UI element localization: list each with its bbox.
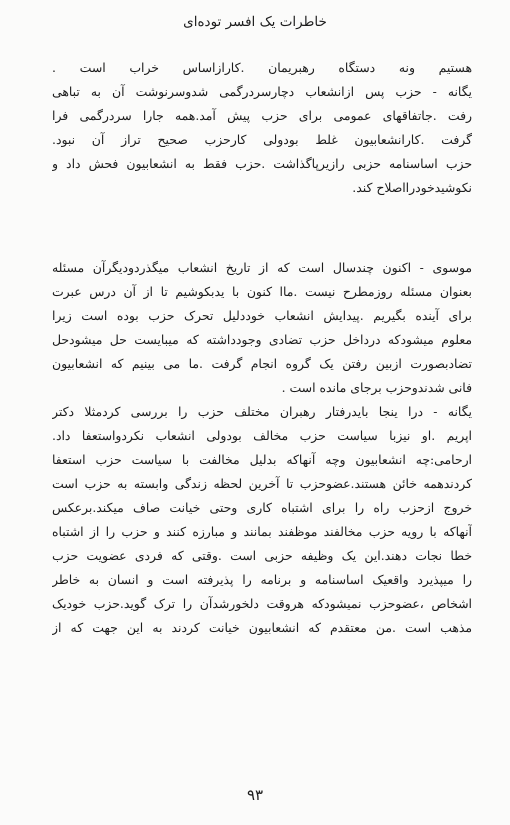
text-line: مذهب است .من معتقدم که انشعابیون خیانت کردند به این جهت که از (52, 620, 472, 635)
text-line: گرفت .کارانشعابیون غلط بودولی کارحزب صحیح تراز آن نبود. (52, 132, 472, 147)
text-line: فانی شدندوحزب برجای مانده است . (281, 380, 472, 395)
text-line: اشخاص ،عضوحزب نمیشودکه هروقت دلخورشدآن را ترک گوید.حزب خودیک (52, 596, 472, 611)
text-line: نکوشیدخودرااصلاح کند. (352, 180, 472, 195)
paragraph-2 (52, 256, 472, 640)
text-line: رفت .جاتفاقهای عمومی برای حزب پیش آمد.همه جارا سردرگمی فرا (52, 108, 472, 123)
text-line: اپریم .او نیزبا سیاست حزب مخالف بودولی انشعاب نکردواستعفا داد. (52, 428, 472, 443)
text-line: موسوی - اکنون چندسال است که از تاریخ انشعاب میگذردودیگرآن مسئله (52, 260, 472, 275)
text-line: کردندهمه خائن هستند.عضوحزب تا آخرین لحظه زندگی وابسته به حزب است (52, 476, 472, 491)
text-line: خطا نجات دهند.این یک وظیفه حزبی است .وقتی که فردی عضویت حزب (52, 548, 472, 563)
text-line: خروج ازحزب راه را برای اشتباه کاری وحتی خیانت صاف میکند.برعکس (52, 500, 472, 515)
paragraph-1 (52, 56, 472, 200)
text-line: ارحامی:چه انشعابیون وچه آنهاکه بدلیل مخالفت با سیاست حزب استعفا (52, 452, 472, 467)
text-line: تضادبصورت ازبین رفتن یک گروه انجام گرفت .ما می بینیم که انشعابیون (52, 356, 472, 371)
text-line: یگانه - درا ینجا بایدرفتار رهبران مختلف حزب را بررسی کردمثلا دکتر (52, 404, 472, 419)
running-header: خاطرات یک افسر توده‌ای (183, 14, 327, 30)
text-line: هستیم ونه دستگاه رهبریمان .کارازاساس خراب است . (52, 60, 472, 75)
text-line: آنهاکه با رویه حزب مخالفند موظفند بمانند و مبارزه کنند و حزب را از اشتباه (52, 524, 472, 539)
text-line: بعنوان مسئله روزمطرح نیست .ماا کنون با یدبکوشیم تا از آن درس عبرت (52, 284, 472, 299)
text-line: را میپذیرد واقعیک اساسنامه و برنامه را پذیرفته است و انسان به خاطر (52, 572, 472, 587)
text-line: یگانه - حزب پس ازانشعاب دچارسردرگمی شدوسرنوشت آن به تباهی (52, 84, 472, 99)
text-line: حزب اساسنامه حزبی رازیرپاگذاشت .حزب فقط به انشعابیون فحش داد و (52, 156, 472, 171)
page-number: ۹۳ (246, 786, 264, 804)
text-line: معلوم میشودکه درداخل حزب تضادی وجودداشته که میبایست حل میشودحل (52, 332, 472, 347)
text-line: برای آینده بگیریم .پیدایش انشعاب خوددلیل تحرک حزب بوده است زیرا (52, 308, 472, 323)
